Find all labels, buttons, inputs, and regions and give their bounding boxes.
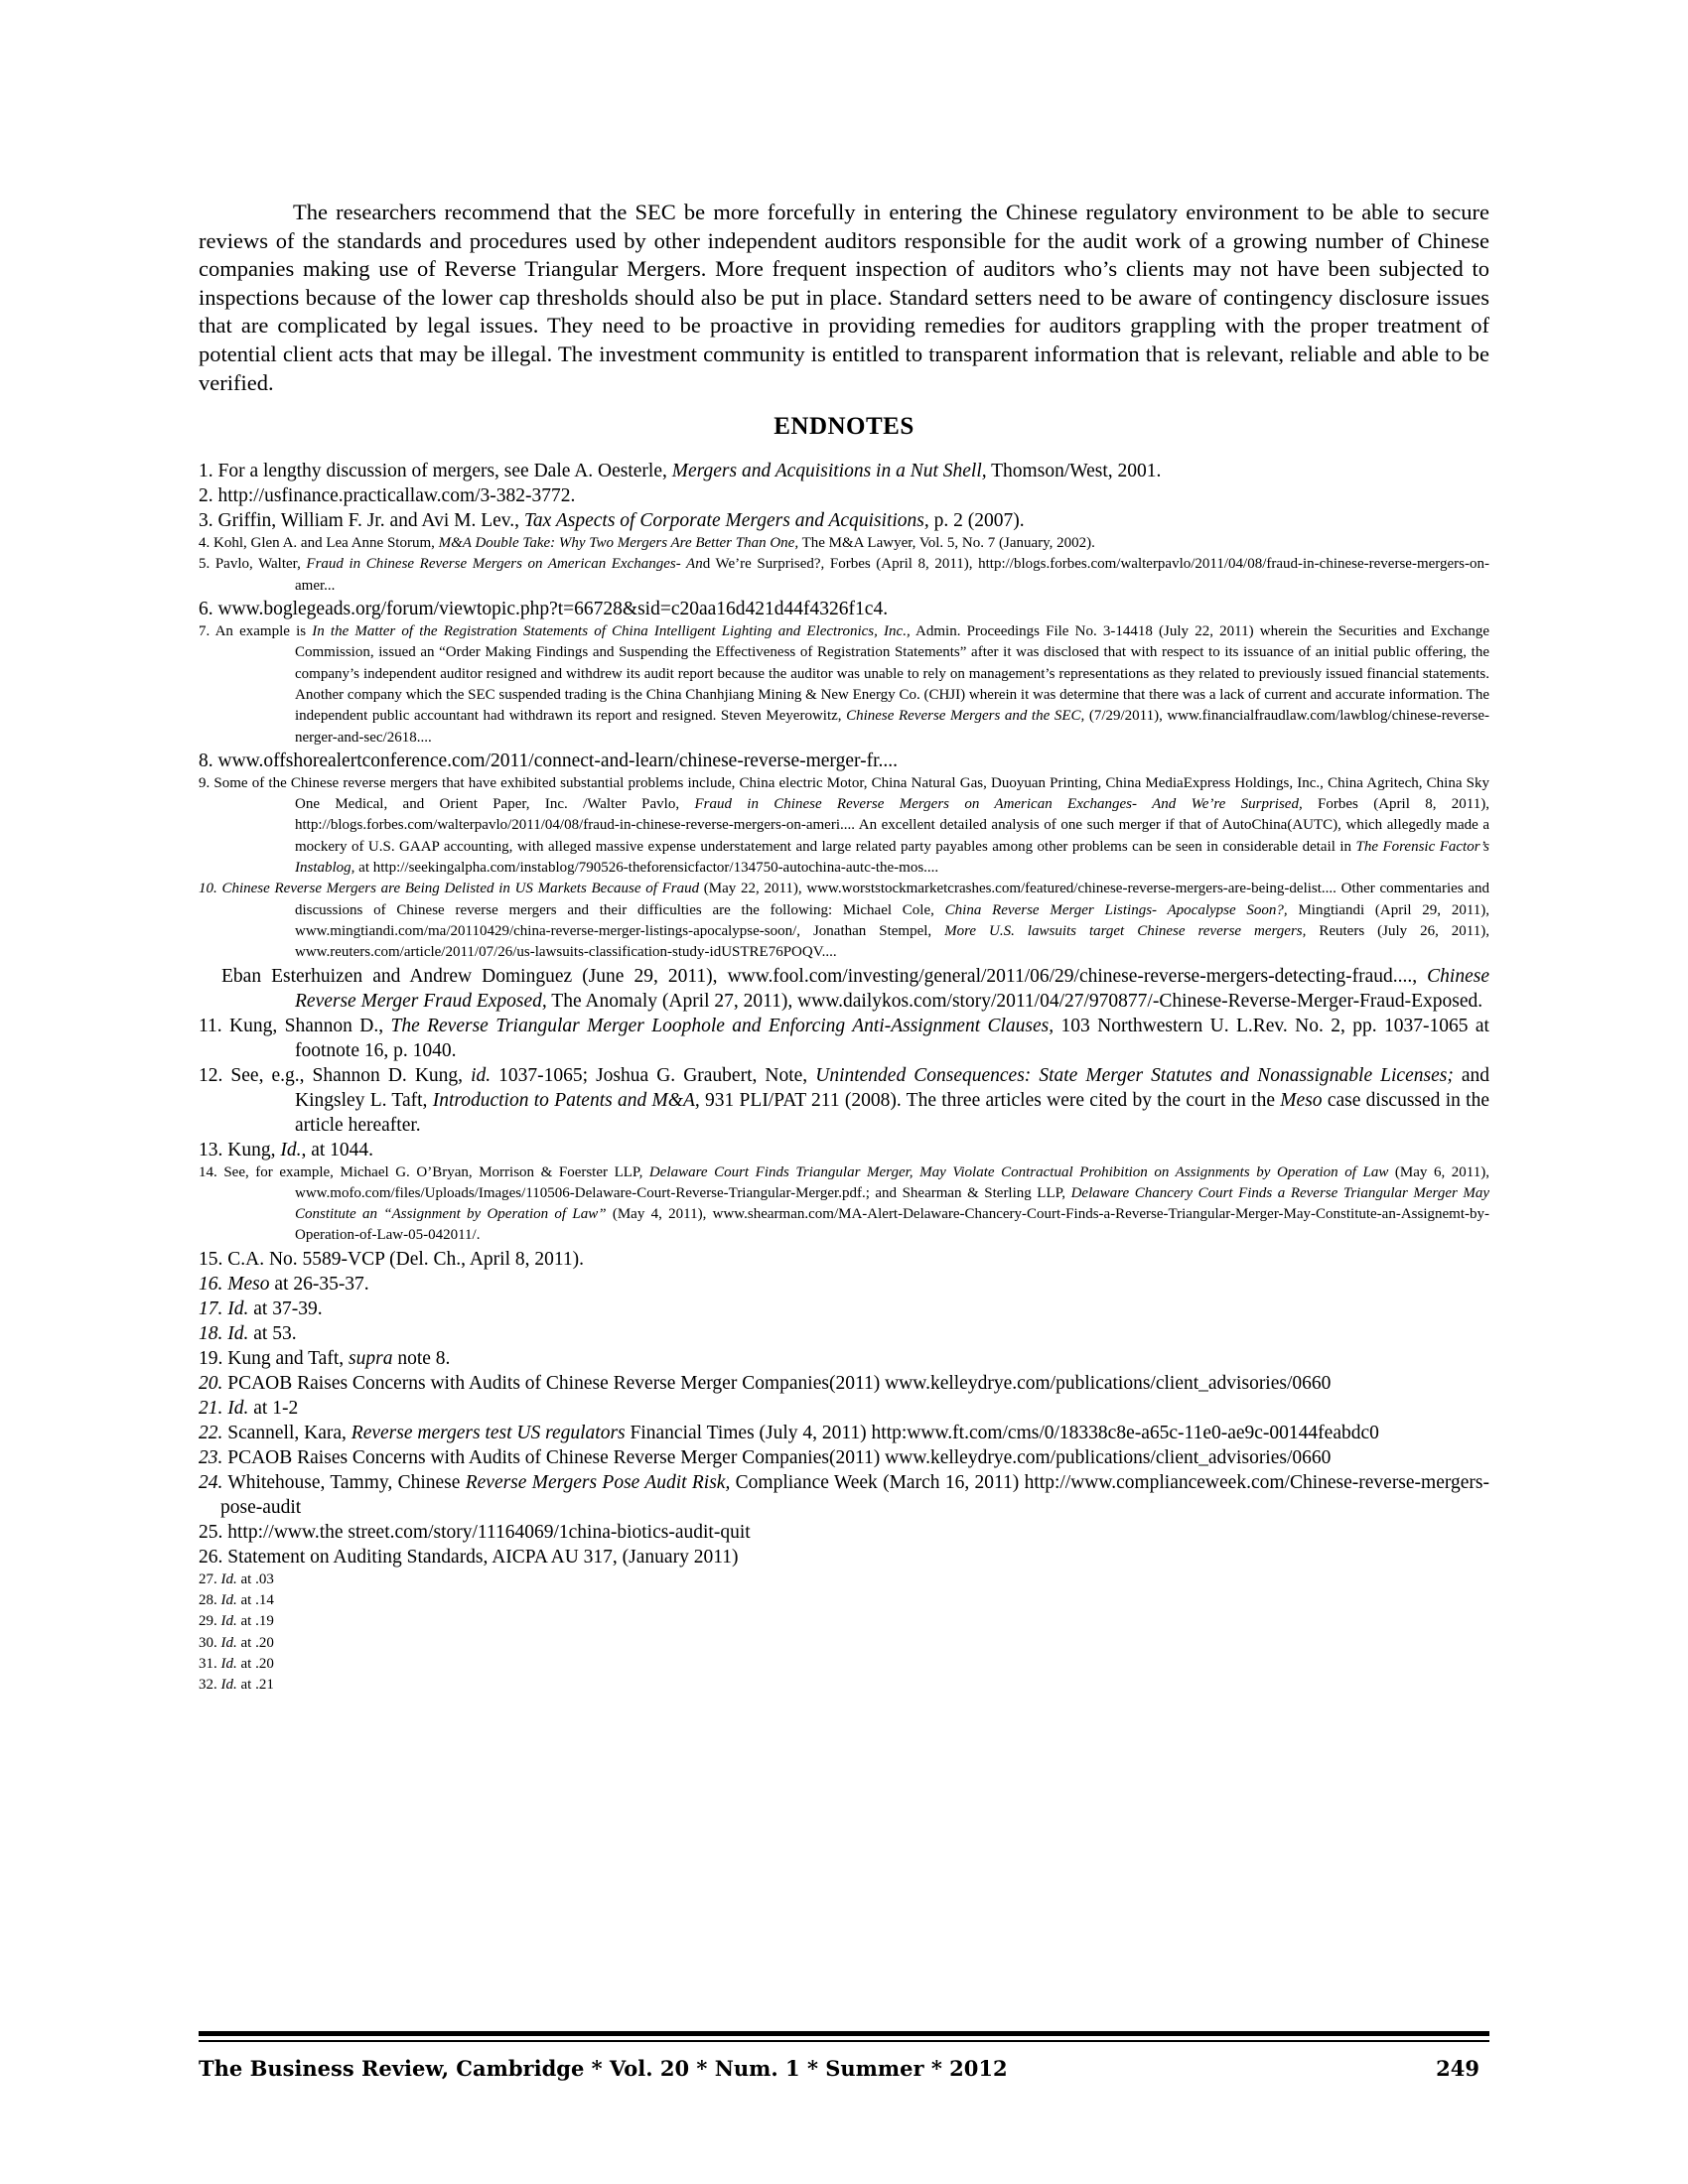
endnote-text: Admin. Proceedings File No. 3-14418 (July 22, 2011) wherein the Securities and Exchange Commission, issued an “Order Making Findings and Suspending the Effectiveness of Registration Statements” after it was disclosed that with respect to its issuance of an initial public offering, the company’s independent auditor resigned and withdrew its audit report because the auditor was unable to rely on management’s representations as they related to previously issued financial statements. Another company which the SEC suspended trading is the China Chanhjiang Mining & New Energy Co. (CHJI) wherein it was determine that there was a lack of current and accurate information. The independent public accountant had withdrawn its report and resigned. Steven Meyerowitz, xyxy=(295,623,1489,725)
endnote-italic-text: Chinese Reverse Mergers and the SEC, xyxy=(846,708,1085,725)
endnote-item xyxy=(199,1611,1489,1632)
endnote-italic-text: The Forensic Factor’s Instablog, xyxy=(295,838,1490,877)
endnote-text: at 53. xyxy=(248,1322,297,1344)
endnote-italic-text: 23. xyxy=(199,1446,223,1468)
endnote-text: 26. Statement on Auditing Standards, AICPA AU 317, (January 2011) xyxy=(199,1546,739,1568)
endnote-item xyxy=(199,1371,1489,1396)
endnote-italic-text: In the Matter of the Registration Statements of China Intelligent Lighting and Electronics, Inc., xyxy=(312,623,911,640)
footer-rule-thick xyxy=(199,2031,1489,2036)
endnote-italic-text: Introduction to Patents and M&A, xyxy=(432,1089,700,1111)
endnote-item xyxy=(199,1346,1489,1371)
endnote-text: (May 4, 2011), www.shearman.com/MA-Alert-Delaware-Chancery-Court-Finds-a-Reverse-Triangular-Merger-May-Constitute-an-Assignemt-by-Operation-of-Law-05-042011/. xyxy=(295,1206,1489,1244)
endnote-italic-text: Meso xyxy=(227,1273,270,1295)
endnote-item xyxy=(199,459,1489,483)
endnote-italic-text: Chinese Reverse Merger Fraud Exposed, xyxy=(295,965,1489,1012)
endnote-item xyxy=(199,749,1489,773)
endnote-text: 30. xyxy=(199,1634,221,1651)
endnote-text: Financial Times (July 4, 2011) http:www.ft.com/cms/0/18338c8e-a65c-11e0-ae9c-00144feabdc0 xyxy=(625,1422,1379,1443)
endnote-item xyxy=(199,1633,1489,1654)
endnote-italic-text: Id. xyxy=(227,1297,249,1319)
endnote-text: PCAOB Raises Concerns with Audits of Chinese Reverse Merger Companies(2011) www.kelleydrye.com/publications/client_advisories/0660 xyxy=(222,1446,1332,1468)
endnote-text: at 37-39. xyxy=(248,1297,323,1319)
endnote-italic-text: 18. xyxy=(199,1322,223,1344)
endnotes-list xyxy=(199,459,1489,1696)
endnote-item xyxy=(199,1321,1489,1346)
endnote-italic-text: Mergers and Acquisitions in a Nut Shell, xyxy=(671,461,987,482)
page-content xyxy=(199,199,1489,1696)
endnote-text: at .20 xyxy=(236,1655,274,1672)
endnote-item xyxy=(199,1590,1489,1611)
endnote-italic-text: Id. xyxy=(227,1397,249,1419)
endnote-italic-text: Id. xyxy=(227,1322,249,1344)
endnote-italic-text: 20. xyxy=(199,1372,223,1394)
endnote-italic-text: 10. Chinese Reverse Mergers are Being Delisted in US Markets Because of Fraud xyxy=(199,881,700,897)
endnote-text: (May 22, 2011), www.worststockmarketcrashes.com/featured/chinese-reverse-mergers-are-being-delist.... Other commentaries and discussions of Chinese reverse mergers and their difficulties are the following: Michael Cole, xyxy=(295,881,1489,918)
endnote-text: 13. Kung, xyxy=(199,1139,281,1160)
endnote-text: (May 6, 2011), www.mofo.com/files/Uploads/Images/110506-Delaware-Court-Reverse-Triangular-Merger.pdf.; and Shearman & Sterling LLP, xyxy=(295,1163,1489,1201)
endnote-item xyxy=(199,1520,1489,1545)
endnote-italic-text: Fraud in Chinese Reverse Mergers on American Exchanges- And We’re Surprised, xyxy=(694,796,1303,813)
endnote-italic-text: Id. xyxy=(220,1570,237,1587)
endnote-text: , at 1044. xyxy=(301,1139,374,1160)
endnote-text: 11. Kung, Shannon D., xyxy=(199,1015,391,1036)
endnote-item xyxy=(199,1063,1489,1138)
endnote-item xyxy=(199,964,1489,1014)
endnote-italic-text: 17. xyxy=(199,1297,223,1319)
endnote-item xyxy=(199,1014,1489,1063)
endnote-text: Mingtiandi (April 29, 2011), www.mingtiandi.com/ma/20110429/china-reverse-merger-listings-apocalypse-soon/, Jonathan Stempel, xyxy=(295,901,1490,939)
page-footer xyxy=(199,2031,1489,2081)
endnote-italic-text: Id. xyxy=(280,1139,302,1160)
endnote-text: 7. An example is xyxy=(199,623,313,640)
endnote-italic-text: Meso xyxy=(1280,1089,1323,1111)
endnote-item xyxy=(199,773,1489,879)
endnote-text: at .19 xyxy=(236,1613,274,1630)
endnotes-heading: ENDNOTES xyxy=(774,413,914,441)
endnote-item xyxy=(199,1421,1489,1445)
endnote-item xyxy=(199,1396,1489,1421)
endnote-text: 27. xyxy=(199,1570,221,1587)
endnote-item xyxy=(199,597,1489,621)
endnote-item xyxy=(199,1654,1489,1675)
endnote-italic-text: 21. xyxy=(199,1397,223,1419)
endnote-item xyxy=(199,508,1489,533)
endnote-text: 2. http://usfinance.practicallaw.com/3-382-3772. xyxy=(199,485,576,507)
endnote-italic-text: More U.S. lawsuits target Chinese reverse mergers, xyxy=(944,922,1307,939)
endnote-text: 32. xyxy=(199,1677,221,1694)
endnote-italic-text: Reverse Mergers Pose Audit Risk, xyxy=(465,1471,731,1493)
endnote-italic-text: Id. xyxy=(220,1591,237,1608)
endnote-text: 31. xyxy=(199,1655,221,1672)
endnote-text: 6. www.boglegeads.org/forum/viewtopic.php?t=66728&sid=c20aa16d421d44f4326f1c4. xyxy=(199,599,889,620)
endnote-item xyxy=(199,1445,1489,1470)
endnote-text: at .21 xyxy=(236,1677,274,1694)
endnote-item xyxy=(199,533,1489,554)
endnote-italic-text: Id. xyxy=(220,1655,237,1672)
endnote-text: d We’re Surprised?, Forbes (April 8, 2011), http://blogs.forbes.com/walterpavlo/2011/04/08/fraud-in-chinese-reverse-mergers-on-amer... xyxy=(295,556,1489,594)
endnote-text: p. 2 (2007). xyxy=(928,510,1025,532)
footer-rule-thin xyxy=(199,2040,1489,2042)
endnote-text: 3. Griffin, William F. Jr. and Avi M. Lev., xyxy=(199,510,524,532)
endnote-text: 103 Northwestern U. L.Rev. No. 2, pp. 1037-1065 at footnote 16, p. 1040. xyxy=(295,1015,1489,1061)
endnote-text: 29. xyxy=(199,1613,221,1630)
endnote-text: 8. www.offshorealertconference.com/2011/connect-and-learn/chinese-reverse-merger-fr.... xyxy=(199,750,898,771)
endnote-text: 5. Pavlo, Walter, xyxy=(199,556,307,573)
endnote-italic-text: Id. xyxy=(220,1677,237,1694)
endnote-item xyxy=(199,1272,1489,1297)
endnote-italic-text: Tax Aspects of Corporate Mergers and Acquisitions, xyxy=(523,510,929,532)
endnote-italic-text: Delaware Court Finds Triangular Merger, May Violate Contractual Prohibition on Assignments by Operation of Law xyxy=(648,1163,1389,1180)
endnote-italic-text: supra xyxy=(349,1347,393,1369)
body-paragraph: The researchers recommend that the SEC be more forcefully in entering the Chinese regulatory environment to be able to secure reviews of the standards and procedures used by other independent auditors responsible for the audit work of a growing number of Chinese companies making use of Reverse Triangular Mergers. More frequent inspection of auditors who’s clients may not have been subjected to inspections because of the lower cap thresholds should also be put in place. Standard setters need to be aware of contingency disclosure issues that are complicated by legal issues. They need to be proactive in providing remedies for auditors grappling with the proper treatment of potential client acts that may be illegal. The investment community is entitled to transparent information that is relevant, reliable and able to be verified. xyxy=(199,200,1489,395)
endnote-text: case discussed in the article hereafter. xyxy=(295,1089,1489,1136)
endnote-text: PCAOB Raises Concerns with Audits of Chinese Reverse Merger Companies(2011) www.kelleydrye.com/publications/client_advisories/0660 xyxy=(222,1372,1332,1394)
endnote-item xyxy=(199,1138,1489,1162)
endnote-italic-text: Reverse mergers test US regulators xyxy=(351,1422,626,1443)
endnote-italic-text: Unintended Consequences: State Merger Statutes and Nonassignable Licenses; xyxy=(815,1064,1454,1086)
endnote-text: at .14 xyxy=(236,1591,274,1608)
endnote-item xyxy=(199,1247,1489,1272)
endnote-text: and Kingsley L. Taft, xyxy=(295,1064,1490,1111)
endnote-item xyxy=(199,1470,1489,1520)
endnote-text: at 1-2 xyxy=(248,1397,299,1419)
endnote-text: Eban Esterhuizen and Andrew Dominguez (June 29, 2011), www.fool.com/investing/general/2011/06/29/chinese-reverse-mergers-detecting-fraud...., xyxy=(221,965,1428,987)
endnote-text: 1. For a lengthy discussion of mergers, see Dale A. Oesterle, xyxy=(199,461,672,482)
endnote-text: (7/29/2011), www.financialfraudlaw.com/lawblog/chinese-reverse-nerger-and-sec/2618.... xyxy=(295,708,1489,746)
endnote-text: Forbes (April 8, 2011), http://blogs.forbes.com/walterpavlo/2011/04/08/fraud-in-chinese-reverse-mergers-on-ameri.... An excellent detailed analysis of one such merger if that of AutoChina(AUTC), which allegedly made a mockery of U.S. GAAP accounting, with alleged massive expense understatement and large related party payables among other problems can be seen in considerable detail in xyxy=(295,796,1489,855)
endnote-text: The Anomaly (April 27, 2011), www.dailykos.com/story/2011/04/27/970877/-Chinese-Reverse-Merger-Fraud-Exposed. xyxy=(546,990,1483,1012)
endnote-text: 28. xyxy=(199,1591,221,1608)
endnote-item xyxy=(199,483,1489,508)
endnote-text: Reuters (July 26, 2011), www.reuters.com/article/2011/07/26/us-lawsuits-classification-study-idUSTRE76POQV.... xyxy=(295,922,1489,961)
endnote-text: 9. Some of the Chinese reverse mergers that have exhibited substantial problems include, China electric Motor, China Natural Gas, Duoyuan Printing, China MediaExpress Holdings, Inc., China Agritech, China Sky One Medical, and Orient Paper, Inc. /Walter Pavlo, xyxy=(199,774,1489,813)
endnote-item xyxy=(199,554,1489,597)
endnote-item xyxy=(199,1162,1489,1247)
footer-row xyxy=(199,2056,1489,2081)
endnote-item xyxy=(199,879,1489,963)
endnote-text: Whitehouse, Tammy, Chinese xyxy=(222,1471,466,1493)
endnote-item xyxy=(199,621,1489,749)
endnote-text: at http://seekingalpha.com/instablog/790526-theforensicfactor/134750-autochina-autc-the-mos.... xyxy=(354,860,939,877)
endnote-italic-text: Delaware Chancery Court Finds a Reverse Triangular Merger May Constitute an “Assignment by Operation of Law” xyxy=(295,1184,1489,1223)
endnote-text: 4. Kohl, Glen A. and Lea Anne Storum, xyxy=(199,535,439,552)
endnote-italic-text: Id. xyxy=(220,1613,237,1630)
page-number: 249 xyxy=(1436,2055,1479,2081)
endnote-text: Compliance Week (March 16, 2011) http://www.complianceweek.com/Chinese-reverse-mergers-pose-audit xyxy=(220,1471,1489,1518)
endnote-text: note 8. xyxy=(392,1347,451,1369)
endnote-text: at .20 xyxy=(236,1634,274,1651)
endnote-italic-text: Fraud in Chinese Reverse Mergers on American Exchanges- An xyxy=(306,556,703,573)
journal-citation: The Business Review, Cambridge * Vol. 20 * Num. 1 * Summer * 2012 xyxy=(199,2055,1008,2081)
endnote-text: at .03 xyxy=(236,1570,274,1587)
endnote-italic-text: id. xyxy=(471,1064,492,1086)
endnote-italic-text: 22. xyxy=(199,1422,223,1443)
endnote-item xyxy=(199,1545,1489,1570)
endnote-text: 25. http://www.the street.com/story/11164069/1china-biotics-audit-quit xyxy=(199,1521,751,1543)
endnote-italic-text: The Reverse Triangular Merger Loophole and Enforcing Anti-Assignment Clauses, xyxy=(390,1015,1055,1036)
endnote-text: 1037-1065; Joshua G. Graubert, Note, xyxy=(491,1064,816,1086)
endnote-italic-text: 24. xyxy=(199,1471,223,1493)
endnote-text: The M&A Lawyer, Vol. 5, No. 7 (January, 2002). xyxy=(798,535,1095,552)
endnote-text: at 26-35-37. xyxy=(269,1273,369,1295)
endnote-italic-text: M&A Double Take: Why Two Mergers Are Better Than One, xyxy=(438,535,799,552)
endnote-italic-text: Id. xyxy=(220,1634,237,1651)
endnote-text: Thomson/West, 2001. xyxy=(986,461,1162,482)
endnote-italic-text: China Reverse Merger Listings- Apocalypse Soon?, xyxy=(944,901,1288,918)
endnote-text: 12. See, e.g., Shannon D. Kung, xyxy=(199,1064,472,1086)
endnote-text: 15. C.A. No. 5589-VCP (Del. Ch., April 8, 2011). xyxy=(199,1248,585,1270)
endnote-text: Scannell, Kara, xyxy=(222,1422,352,1443)
endnote-item xyxy=(199,1570,1489,1590)
endnote-text: 931 PLI/PAT 211 (2008). The three articles were cited by the court in the xyxy=(699,1089,1281,1111)
endnote-text: 19. Kung and Taft, xyxy=(199,1347,350,1369)
endnote-item xyxy=(199,1297,1489,1321)
endnote-item xyxy=(199,1675,1489,1696)
endnote-text: 14. See, for example, Michael G. O’Bryan, Morrison & Foerster LLP, xyxy=(199,1163,649,1180)
endnote-italic-text: 16. xyxy=(199,1273,223,1295)
